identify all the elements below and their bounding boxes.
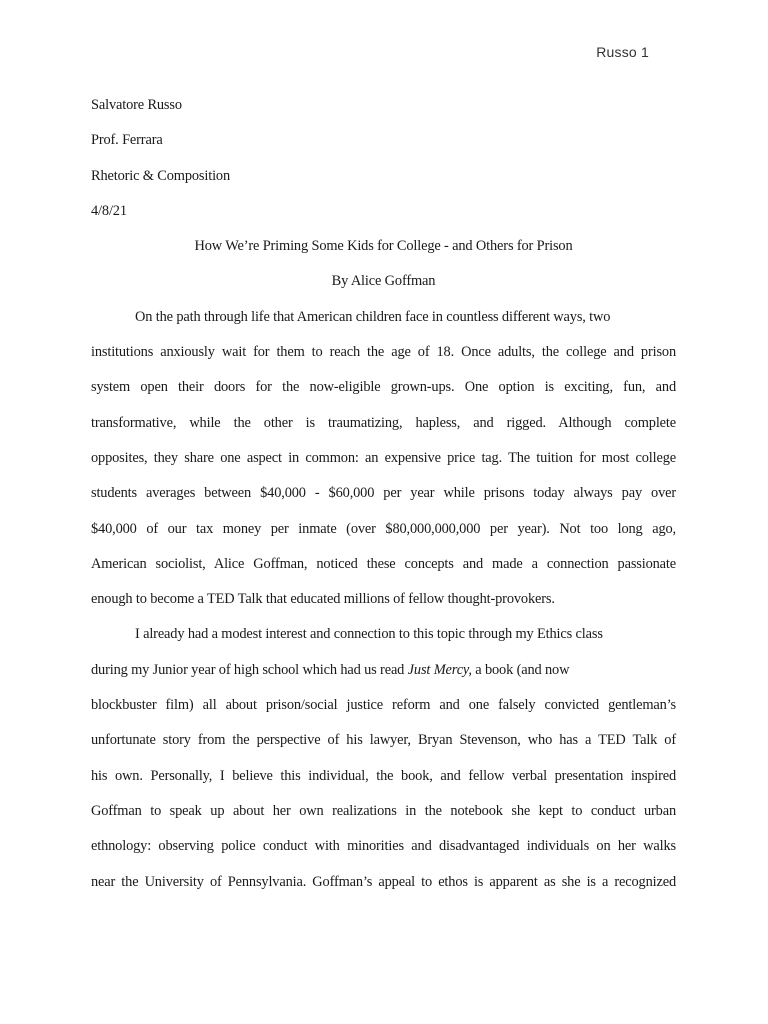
paragraph-line: opposites, they share one aspect in common: an expensive price tag. The tuition for most college <box>91 449 676 466</box>
essay-title: How We’re Priming Some Kids for College - and Others for Prison <box>194 238 573 255</box>
paragraph-line: transformative, while the other is traumatizing, hapless, and rigged. Although complete <box>91 414 676 431</box>
paragraph-2 <box>91 617 676 899</box>
book-title-italic: Just Mercy, <box>407 661 472 678</box>
paragraph-line: ethnology: observing police conduct with minorities and disadvantaged individuals on her walks <box>91 838 676 855</box>
essay-byline: By Alice Goffman <box>331 273 436 290</box>
text-run: during my Junior year of high school which had us read <box>91 661 408 678</box>
paragraph-line: $40,000 of our tax money per inmate (over $80,000,000,000 per year). Not too long ago, <box>91 520 676 537</box>
paragraph-line: I already had a modest interest and connection to this topic through my Ethics class <box>135 626 603 643</box>
paragraph-line: On the path through life that American children face in countless different ways, two <box>135 308 611 325</box>
professor-name: Prof. Ferrara <box>91 132 163 149</box>
paragraph-line: American sociolist, Alice Goffman, noticed these concepts and made a connection passionate <box>91 555 676 572</box>
text-run: a book (and now <box>471 661 570 678</box>
paragraph-line: his own. Personally, I believe this individual, the book, and fellow verbal presentation inspired <box>91 767 676 784</box>
paragraph-line: enough to become a TED Talk that educated millions of fellow thought-provokers. <box>91 591 555 608</box>
paragraph-line-with-italic <box>91 653 676 688</box>
page-header-label: Russo 1 <box>596 44 649 60</box>
paragraph-line: near the University of Pennsylvania. Goffman’s appeal to ethos is apparent as she is a recognized <box>91 873 676 890</box>
essay-body <box>91 88 676 900</box>
paragraph-line: institutions anxiously wait for them to reach the age of 18. Once adults, the college and prison <box>91 344 676 361</box>
course-name: Rhetoric & Composition <box>91 167 231 184</box>
paragraph-line: students averages between $40,000 - $60,000 per year while prisons today always pay over <box>91 485 676 502</box>
paragraph-1 <box>91 300 676 618</box>
paragraph-line: Goffman to speak up about her own realizations in the notebook she kept to conduct urban <box>91 802 676 819</box>
paragraph-line: blockbuster film) all about prison/social justice reform and one falsely convicted gentleman’s <box>91 697 676 714</box>
author-name: Salvatore Russo <box>91 97 182 113</box>
essay-date: 4/8/21 <box>91 202 127 219</box>
paragraph-line: unfortunate story from the perspective of his lawyer, Bryan Stevenson, who has a TED Talk of <box>91 732 676 749</box>
paragraph-line: system open their doors for the now-eligible grown-ups. One option is exciting, fun, and <box>91 379 676 396</box>
